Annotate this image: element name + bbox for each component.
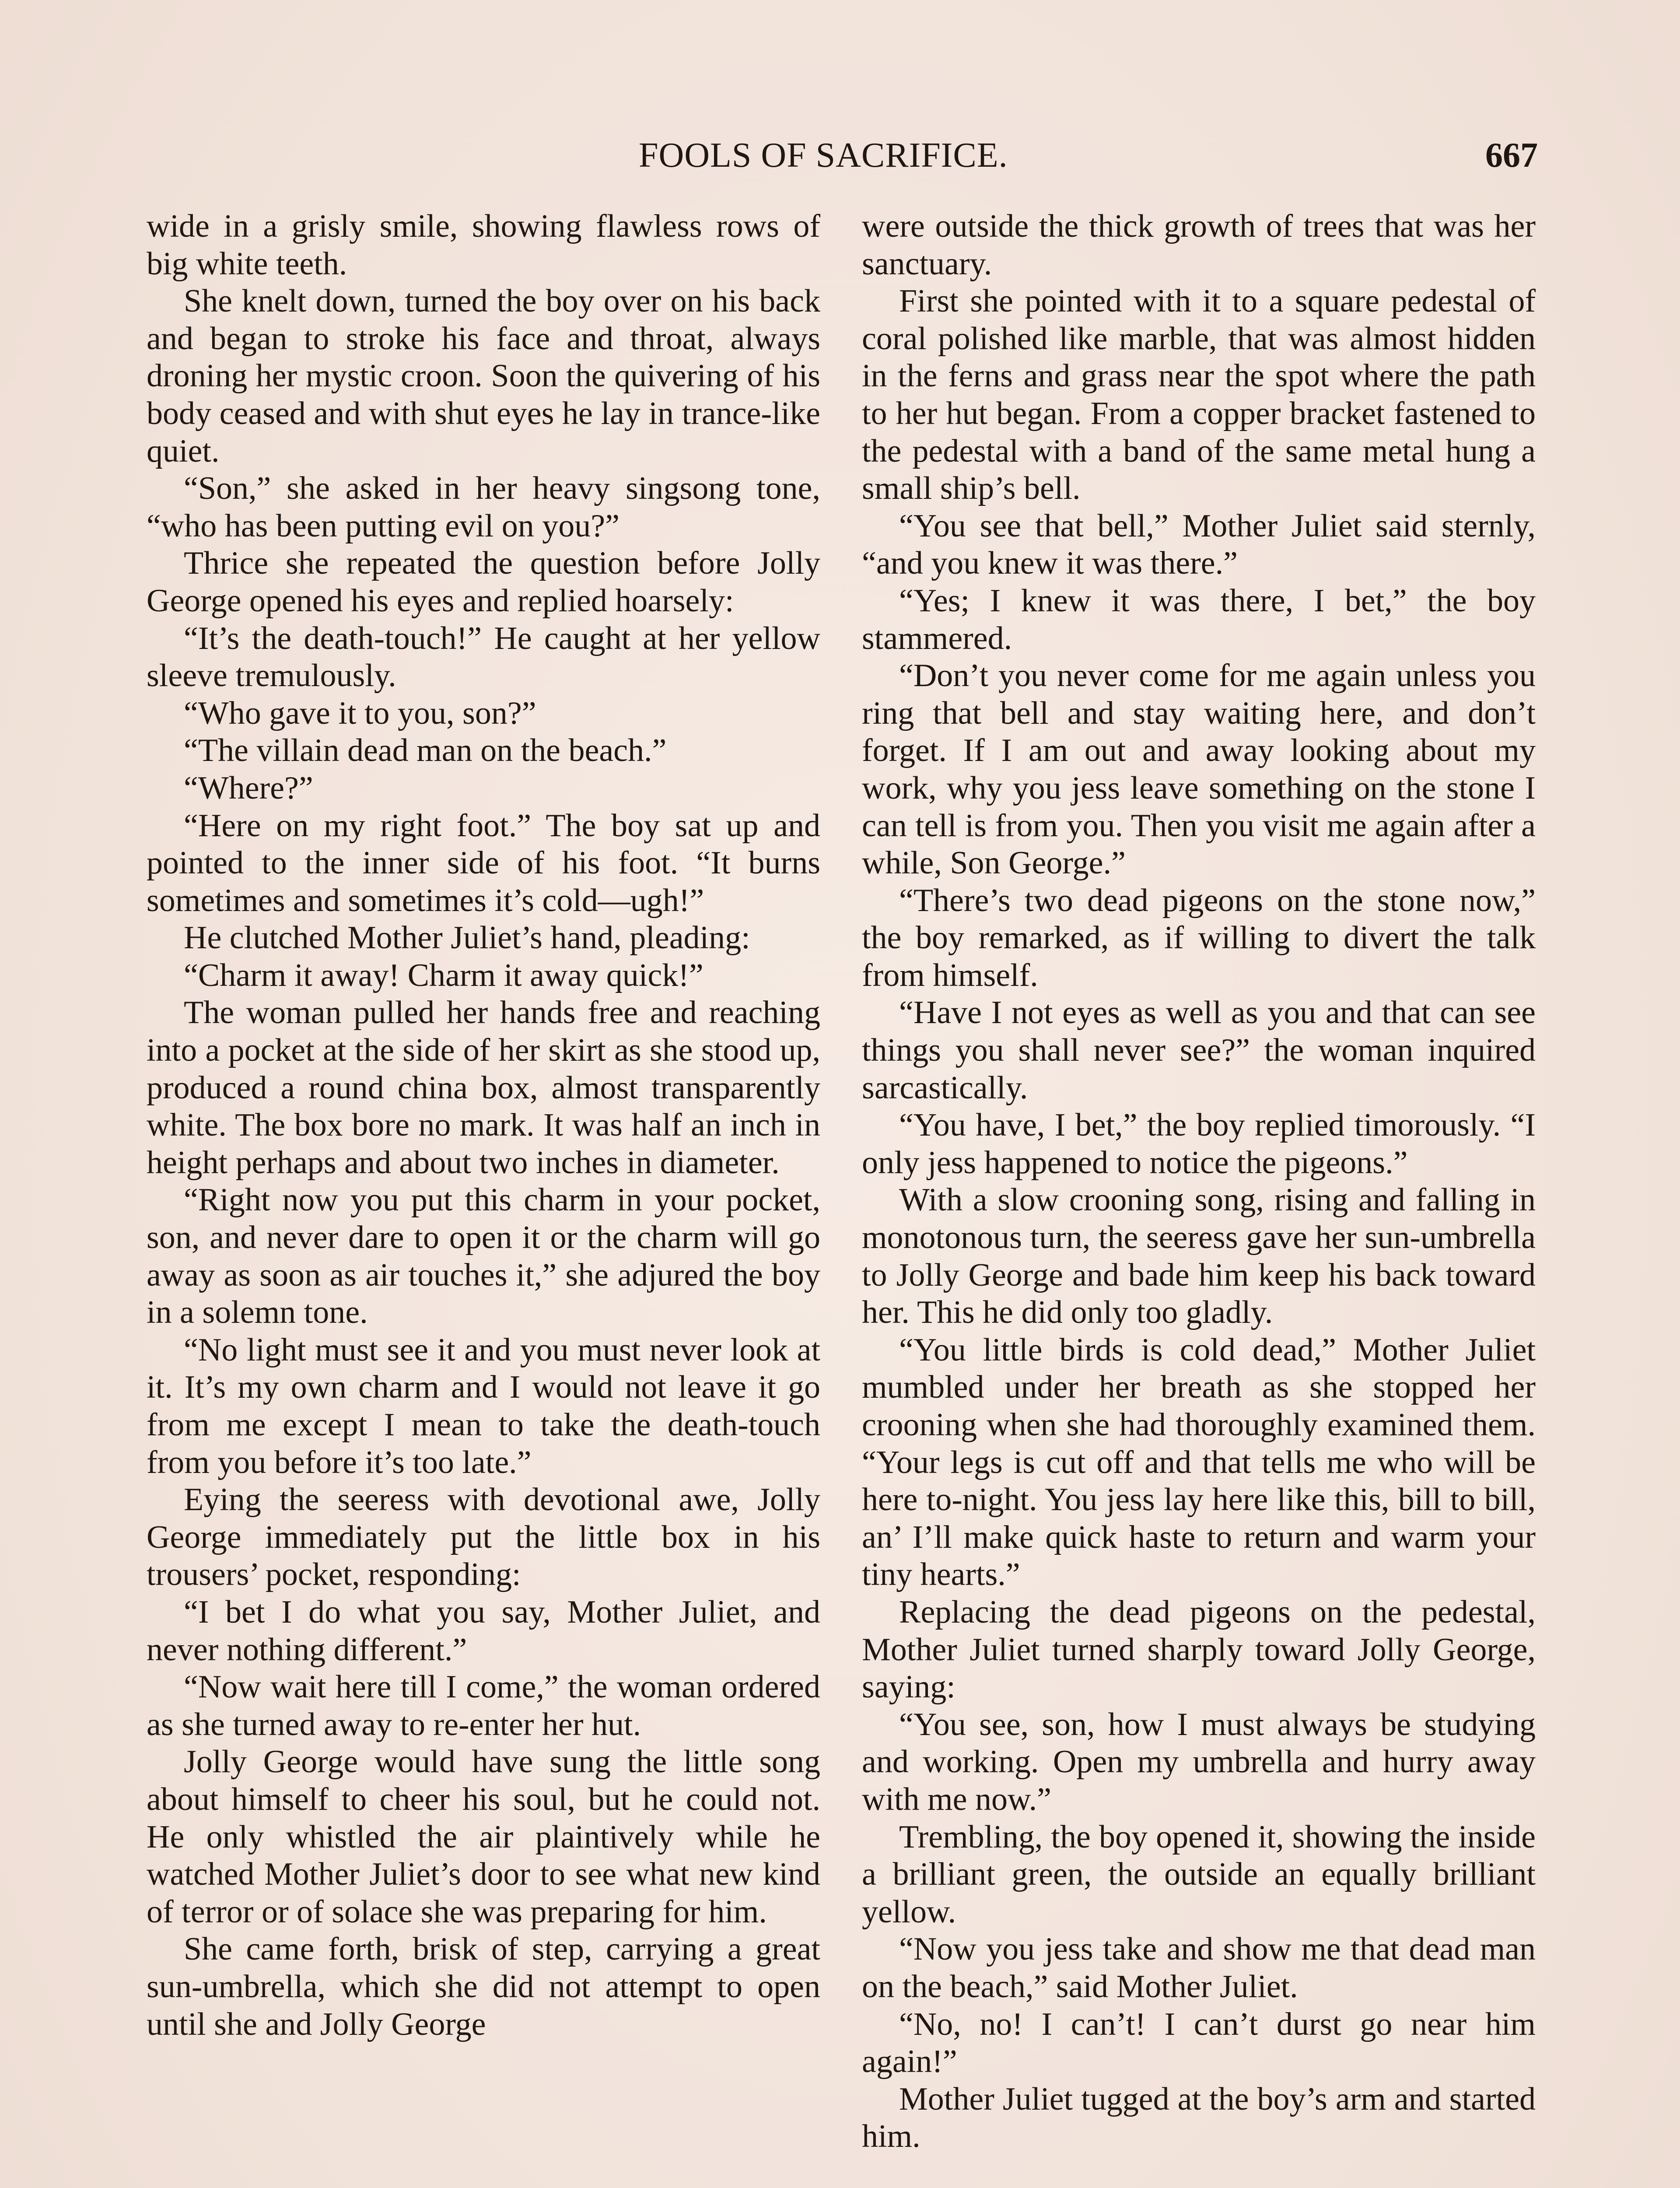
paragraph: wide in a grisly smile, showing flawless rows of big white teeth.: [147, 208, 820, 282]
right-text-column: [862, 208, 1536, 2156]
paragraph: “Here on my right foot.” The boy sat up and pointed to the inner side of his foot. “It burns sometimes and sometimes it’s cold—ugh!”: [147, 807, 820, 919]
paragraph: “Right now you put this charm in your pocket, son, and never dare to open it or the charm will go away as soon as air touches it,” she adjured the boy in a solemn tone.: [147, 1182, 820, 1331]
paragraph: “The villain dead man on the beach.”: [184, 733, 667, 769]
page-number: 667: [1485, 136, 1538, 175]
paragraph: “I bet I do what you say, Mother Juliet, and never nothing different.”: [147, 1594, 820, 1668]
paragraph: The woman pulled her hands free and reaching into a pocket at the side of her skirt as she stood up, produced a round china box, almost transparently white. The box bore no mark. It was half an inch in height perhaps and about two inches in diameter.: [147, 995, 820, 1181]
paragraph: “Have I not eyes as well as you and that can see things you shall never see?” the woman inquired sarcastically.: [862, 995, 1536, 1106]
paragraph: Jolly George would have sung the little song about himself to cheer his soul, but he could not. He only whistled the air plaintively while he watched Mother Juliet’s door to see what new kind of terror or of solace she was preparing for him.: [147, 1744, 820, 1930]
paragraph: “No, no! I can’t! I can’t durst go near him again!”: [862, 2006, 1536, 2080]
paragraph: Replacing the dead pigeons on the pedestal, Mother Juliet turned sharply toward Jolly George, saying:: [862, 1594, 1536, 1705]
paragraph: “You little birds is cold dead,” Mother Juliet mumbled under her breath as she stopped her crooning when she had thoroughly examined them. “Your legs is cut off and that tells me who will be here to-night. You jess lay here like this, bill to bill, an’ I’ll make quick haste to return and warm your tiny hearts.”: [862, 1332, 1536, 1593]
paragraph: He clutched Mother Juliet’s hand, pleading:: [184, 920, 750, 956]
paragraph: She knelt down, turned the boy over on his back and began to stroke his face and throat, always droning her mystic croon. Soon the quivering of his body ceased and with shut eyes he lay in trance-like quiet.: [147, 283, 820, 469]
paragraph: “You have, I bet,” the boy replied timorously. “I only jess happened to notice the pigeons.”: [862, 1107, 1536, 1181]
paragraph: “Charm it away! Charm it away quick!”: [184, 957, 704, 993]
paragraph: “You see, son, how I must always be studying and working. Open my umbrella and hurry away with me now.”: [862, 1706, 1536, 1817]
paragraph: “It’s the death-touch!” He caught at her yellow sleeve tremulously.: [147, 620, 820, 694]
paragraph: “There’s two dead pigeons on the stone now,” the boy remarked, as if willing to divert the talk from himself.: [862, 882, 1536, 993]
paragraph: “No light must see it and you must never look at it. It’s my own charm and I would not leave it go from me except I mean to take the death-touch from you before it’s too late.”: [147, 1332, 820, 1480]
paragraph: “Who gave it to you, son?”: [184, 695, 536, 731]
page-header: [0, 131, 1680, 179]
paragraph: With a slow crooning song, rising and falling in monotonous turn, the seeress gave her sun-umbrella to Jolly George and bade him keep his back toward her. This he did only too gladly.: [862, 1182, 1536, 1331]
paragraph: Thrice she repeated the question before Jolly George opened his eyes and replied hoarsely:: [147, 545, 820, 619]
paragraph: were outside the thick growth of trees that was her sanctuary.: [862, 208, 1536, 282]
paragraph: “Don’t you never come for me again unless you ring that bell and stay waiting here, and don’t forget. If I am out and away looking about my work, why you jess leave something on the stone I can tell is from you. Then you visit me again after a while, Son George.”: [862, 658, 1536, 881]
running-title: FOOLS OF SACRIFICE.: [639, 136, 1008, 175]
paragraph: “Son,” she asked in her heavy singsong tone, “who has been putting evil on you?”: [147, 470, 820, 544]
paragraph: “Now wait here till I come,” the woman ordered as she turned away to re-enter her hut.: [147, 1669, 820, 1743]
paragraph: “Now you jess take and show me that dead man on the beach,” said Mother Juliet.: [862, 1931, 1536, 2005]
paragraph: Eying the seeress with devotional awe, Jolly George immediately put the little box in his trousers’ pocket, responding:: [147, 1482, 820, 1593]
paragraph: “Yes; I knew it was there, I bet,” the boy stammered.: [862, 582, 1536, 656]
paragraph: First she pointed with it to a square pedestal of coral polished like marble, that was almost hidden in the ferns and grass near the spot where the path to her hut began. From a copper bracket fastened to the pedestal with a band of the same metal hung a small ship’s bell.: [862, 283, 1536, 507]
paragraph: “You see that bell,” Mother Juliet said sternly, “and you knew it was there.”: [862, 508, 1536, 582]
left-text-column: [147, 208, 820, 2043]
paragraph: She came forth, brisk of step, carrying a great sun-umbrella, which she did not attempt to open until she and Jolly George: [147, 1931, 820, 2042]
paragraph: “Where?”: [184, 770, 313, 806]
paragraph: Mother Juliet tugged at the boy’s arm and started him.: [862, 2081, 1536, 2155]
paragraph: Trembling, the boy opened it, showing the inside a brilliant green, the outside an equally brilliant yellow.: [862, 1819, 1536, 1930]
